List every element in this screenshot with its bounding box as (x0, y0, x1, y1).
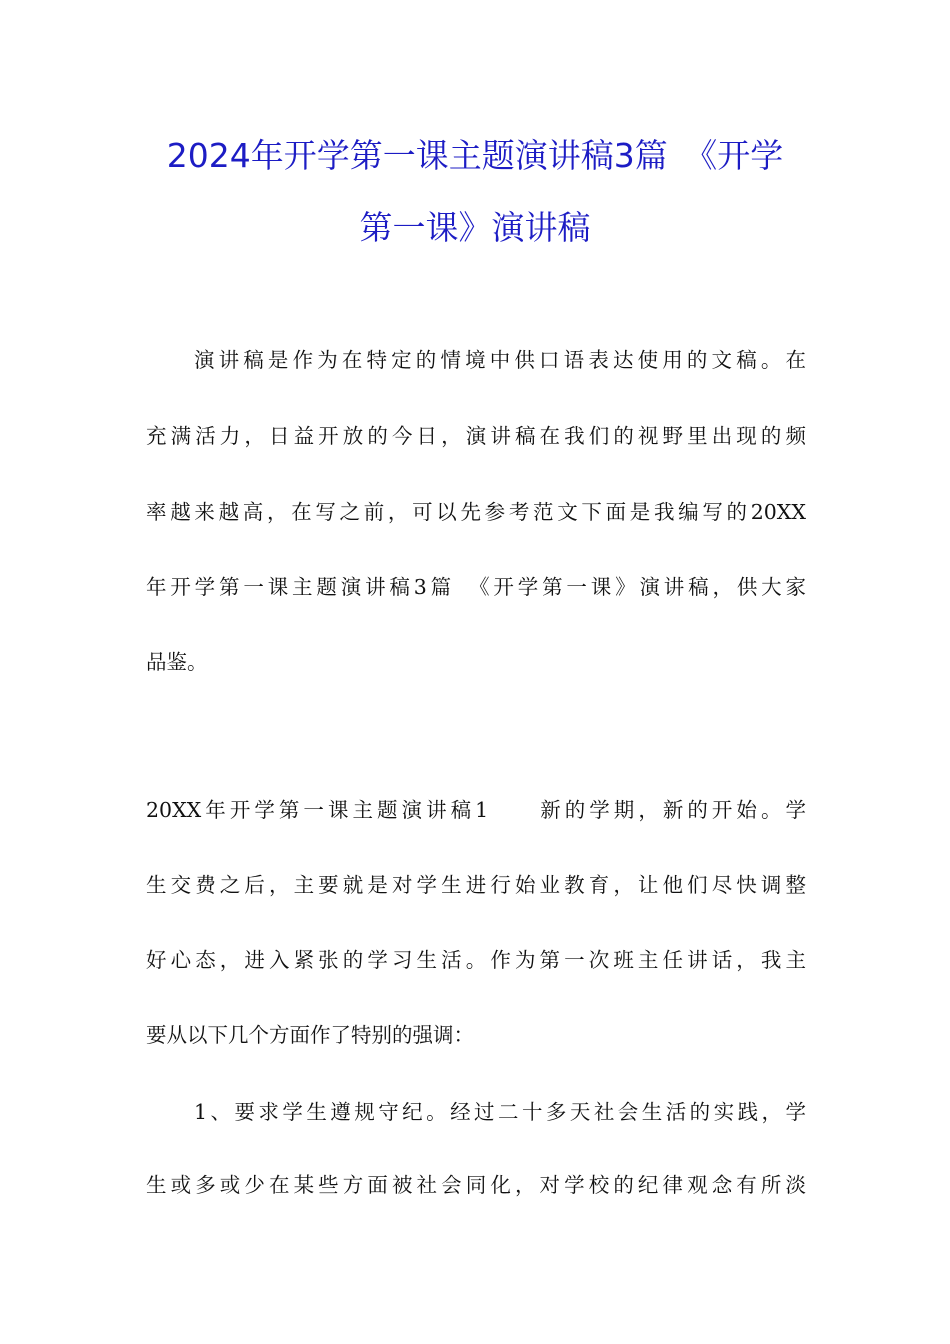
section-first-line (146, 796, 806, 824)
document-title-line-1: 2024年开学第一课主题演讲稿3篇 《开学 (166, 136, 784, 175)
section-paragraph-line: 生交费之后，主要就是对学生进行始业教育，让他们尽快调整 (146, 873, 806, 897)
intro-paragraph-line: 演讲稿是作为在特定的情境中供口语表达使用的文稿。在 (194, 348, 806, 372)
intro-paragraph-line: 充满活力，日益开放的今日，演讲稿在我们的视野里出现的频 (146, 424, 806, 448)
document-title-line-2: 第一课》演讲稿 (359, 208, 591, 247)
point-paragraph-line: 生或多或少在某些方面被社会同化，对学校的纪律观念有所淡 (146, 1173, 806, 1197)
intro-paragraph-line: 品鉴。 (146, 650, 208, 674)
intro-paragraph-line: 年开学第一课主题演讲稿3篇 《开学第一课》演讲稿，供大家 (146, 575, 806, 599)
section-paragraph-line: 要从以下几个方面作了特别的强调： (146, 1023, 474, 1047)
intro-paragraph-line: 率越来越高，在写之前，可以先参考范文下面是我编写的20XX (146, 500, 806, 524)
section-first-line-text: 新的学期，新的开始。学 (536, 798, 806, 822)
section-paragraph-line: 好心态，进入紧张的学习生活。作为第一次班主任讲话，我主 (146, 948, 806, 972)
point-paragraph-line: 1、要求学生遵规守纪。经过二十多天社会生活的实践，学 (194, 1100, 806, 1124)
section-heading: 20XX年开学第一课主题演讲稿1 (146, 798, 489, 822)
